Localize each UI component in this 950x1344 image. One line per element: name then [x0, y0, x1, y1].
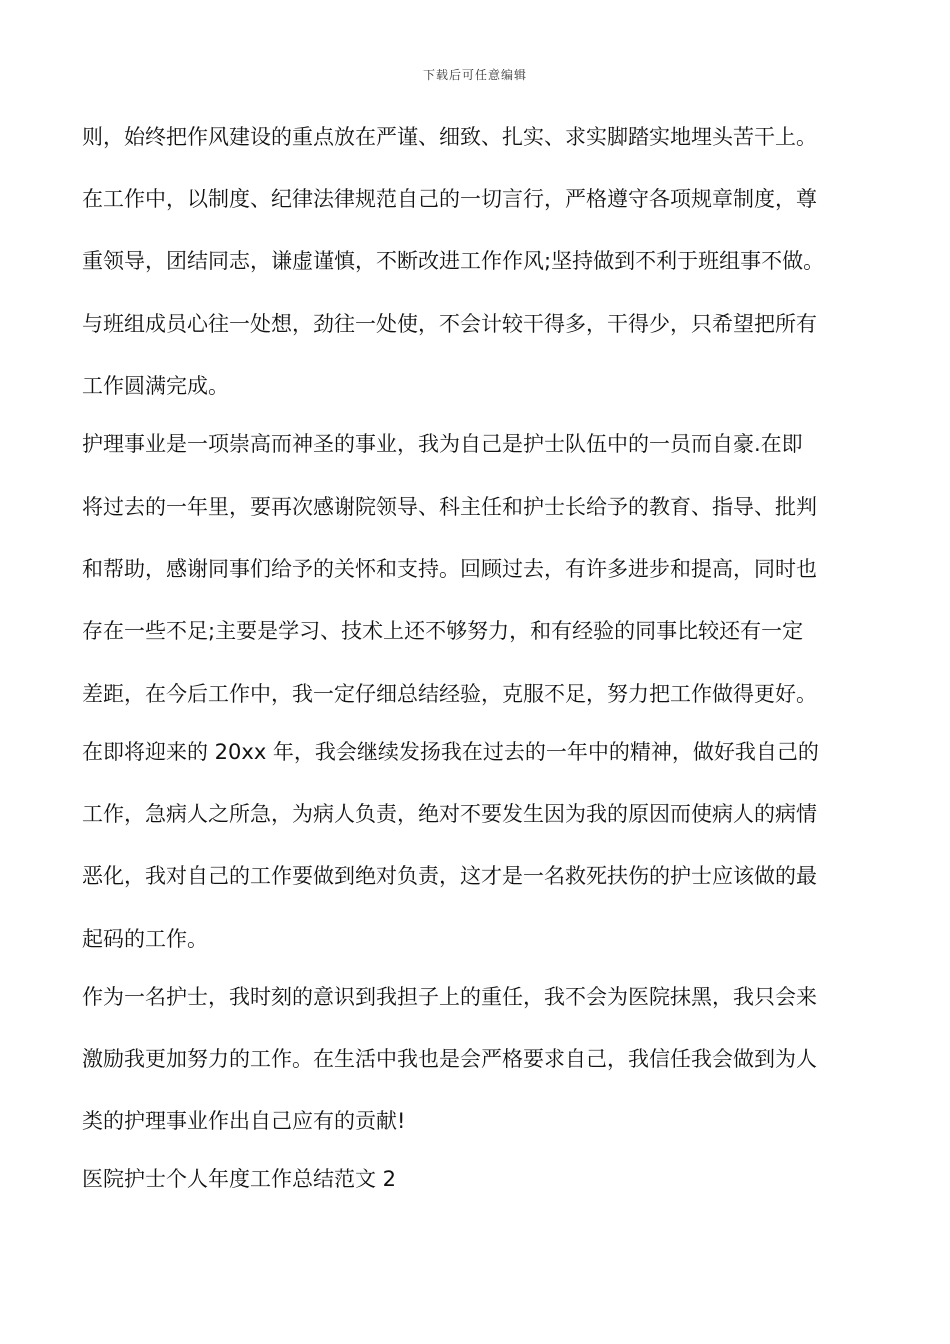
- body-line: 将过去的一年里，要再次感谢院领导、科主任和护士长给予的教育、指导、批判: [82, 495, 817, 519]
- body-line: 激励我更加努力的工作。在生活中我也是会严格要求自己，我信任我会做到为人: [82, 1047, 817, 1071]
- body-line: 存在一些不足;主要是学习、技术上还不够努力，和有经验的同事比较还有一定: [82, 619, 804, 643]
- body-line: 工作圆满完成。: [82, 374, 229, 398]
- body-line: 则，始终把作风建设的重点放在严谨、细致、扎实、求实脚踏实地埋头苦干上。: [82, 125, 817, 149]
- body-line: 类的护理事业作出自己应有的贡献!: [82, 1109, 406, 1133]
- body-line: 工作，急病人之所急，为病人负责，绝对不要发生因为我的原因而使病人的病情: [82, 802, 817, 826]
- body-line: 作为一名护士，我时刻的意识到我担子上的重任，我不会为医院抹黑，我只会来: [82, 985, 817, 1009]
- body-line: 恶化，我对自己的工作要做到绝对负责，这才是一名救死扶伤的护士应该做的最: [82, 864, 817, 888]
- section-title: 医院护士个人年度工作总结范文 2: [82, 1167, 397, 1191]
- body-line: 差距，在今后工作中，我一定仔细总结经验，克服不足，努力把工作做得更好。: [82, 682, 817, 706]
- body-line: 在即将迎来的 20xx 年，我会继续发扬我在过去的一年中的精神，做好我自己的: [82, 740, 819, 764]
- body-line: 起码的工作。: [82, 927, 208, 951]
- body-line: 与班组成员心往一处想，劲往一处使，不会计较干得多，干得少，只希望把所有: [82, 312, 817, 336]
- body-line: 护理事业是一项崇高而神圣的事业，我为自己是护士队伍中的一员而自豪.在即: [82, 432, 803, 456]
- page-header: 下载后可任意编辑: [422, 68, 527, 82]
- body-line: 和帮助，感谢同事们给予的关怀和支持。回顾过去，有许多进步和提高，同时也: [82, 557, 817, 581]
- body-line: 在工作中，以制度、纪律法律规范自己的一切言行，严格遵守各项规章制度，尊: [82, 187, 817, 211]
- body-line: 重领导，团结同志，谦虚谨慎，不断改进工作作风;坚持做到不利于班组事不做。: [82, 249, 825, 273]
